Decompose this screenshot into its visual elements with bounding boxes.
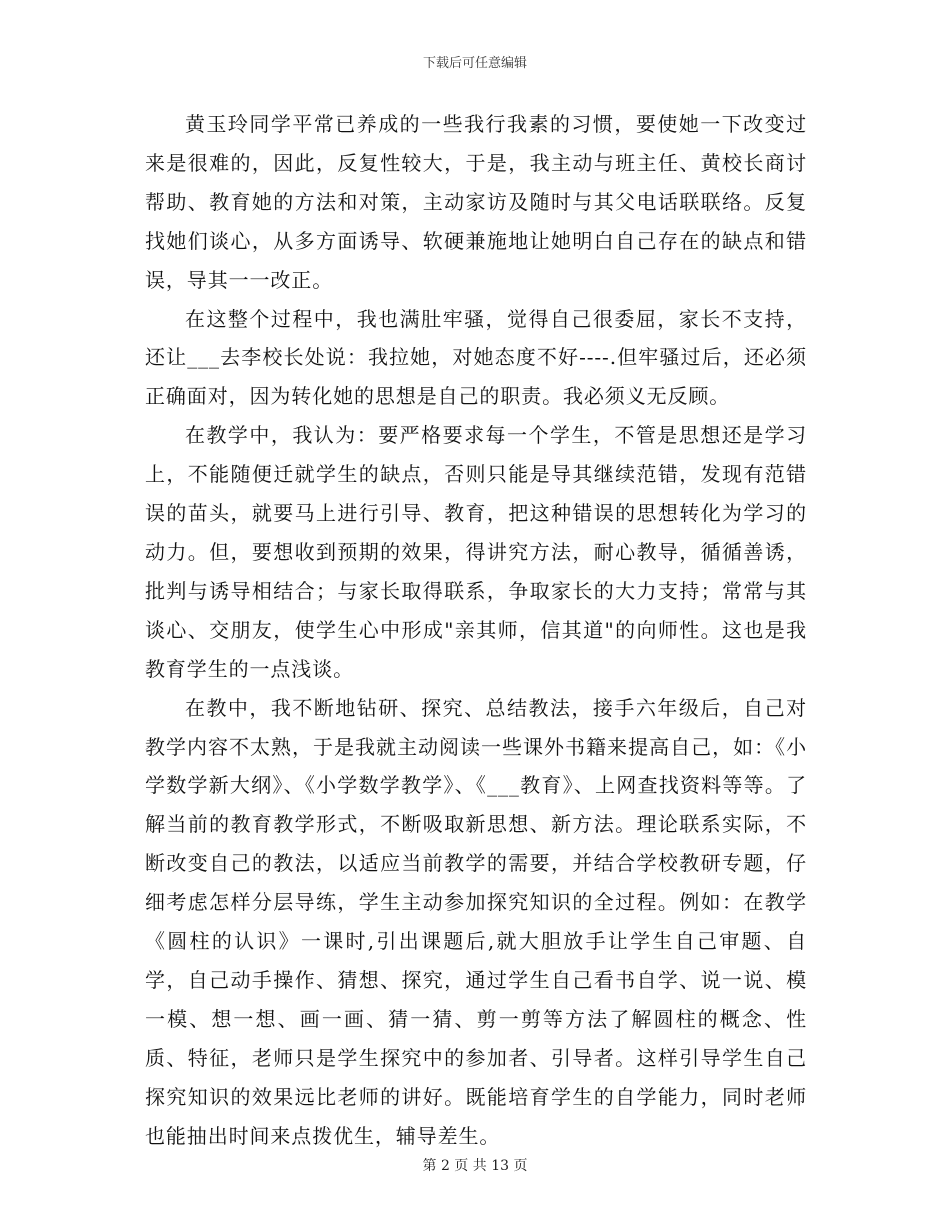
paragraph: 在这整个过程中，我也满肚牢骚，觉得自己很委屈，家长不支持，还让___去李校长处说：我拉她，对她态度不好----.但牢骚过后，还必须正确面对，因为转化她的思想是自己的职责。我必须义无反顾。 — [145, 306, 807, 409]
document-body — [145, 105, 807, 1155]
page-header-note: 下载后可任意编辑 — [422, 56, 527, 71]
paragraph: 在教学中，我认为：要严格要求每一个学生，不管是思想还是学习上，不能随便迁就学生的缺点，否则只能是导其继续范错，发现有范错误的苗头，就要马上进行引导、教育，把这种错误的思想转化为学习的动力。但，要想收到预期的效果，得讲究方法，耐心教导，循循善诱，批判与诱导相结合；与家长取得联系，争取家长的大力支持；常常与其谈心、交朋友，使学生心中形成"亲其师，信其道"的向师性。这也是我教育学生的一点浅谈。 — [145, 423, 807, 681]
page-number: 第 2 页 共 13 页 — [422, 1158, 528, 1174]
paragraph: 在教中，我不断地钻研、探究、总结教法，接手六年级后，自己对教学内容不太熟，于是我就主动阅读一些课外书籍来提高自己，如：《小学数学新大纲》、《小学数学教学》、《___教育》、上网查找资料等等。了解当前的教育教学形式，不断吸取新思想、新方法。理论联系实际，不断改变自己的教法，以适应当前教学的需要，并结合学校教研专题，仔细考虑怎样分层导练，学生主动参加探究知识的全过程。例如：在教学《圆柱的认识》一课时,引出课题后,就大胆放手让学生自己审题、自学，自己动手操作、猜想、探究，通过学生自己看书自学、说一说、模一模、想一想、画一画、猜一猜、剪一剪等方法了解圆柱的概念、性质、特征，老师只是学生探究中的参加者、引导者。这样引导学生自己探究知识的效果远比老师的讲好。既能培育学生的自学能力，同时老师也能抽出时间来点拨优生，辅导差生。 — [145, 695, 807, 1148]
paragraph: 黄玉玲同学平常已养成的一些我行我素的习惯，要使她一下改变过来是很难的，因此，反复性较大，于是，我主动与班主任、黄校长商讨帮助、教育她的方法和对策，主动家访及随时与其父电话联联络。反复找她们谈心，从多方面诱导、软硬兼施地让她明白自己存在的缺点和错误，导其一一改正。 — [145, 112, 807, 292]
